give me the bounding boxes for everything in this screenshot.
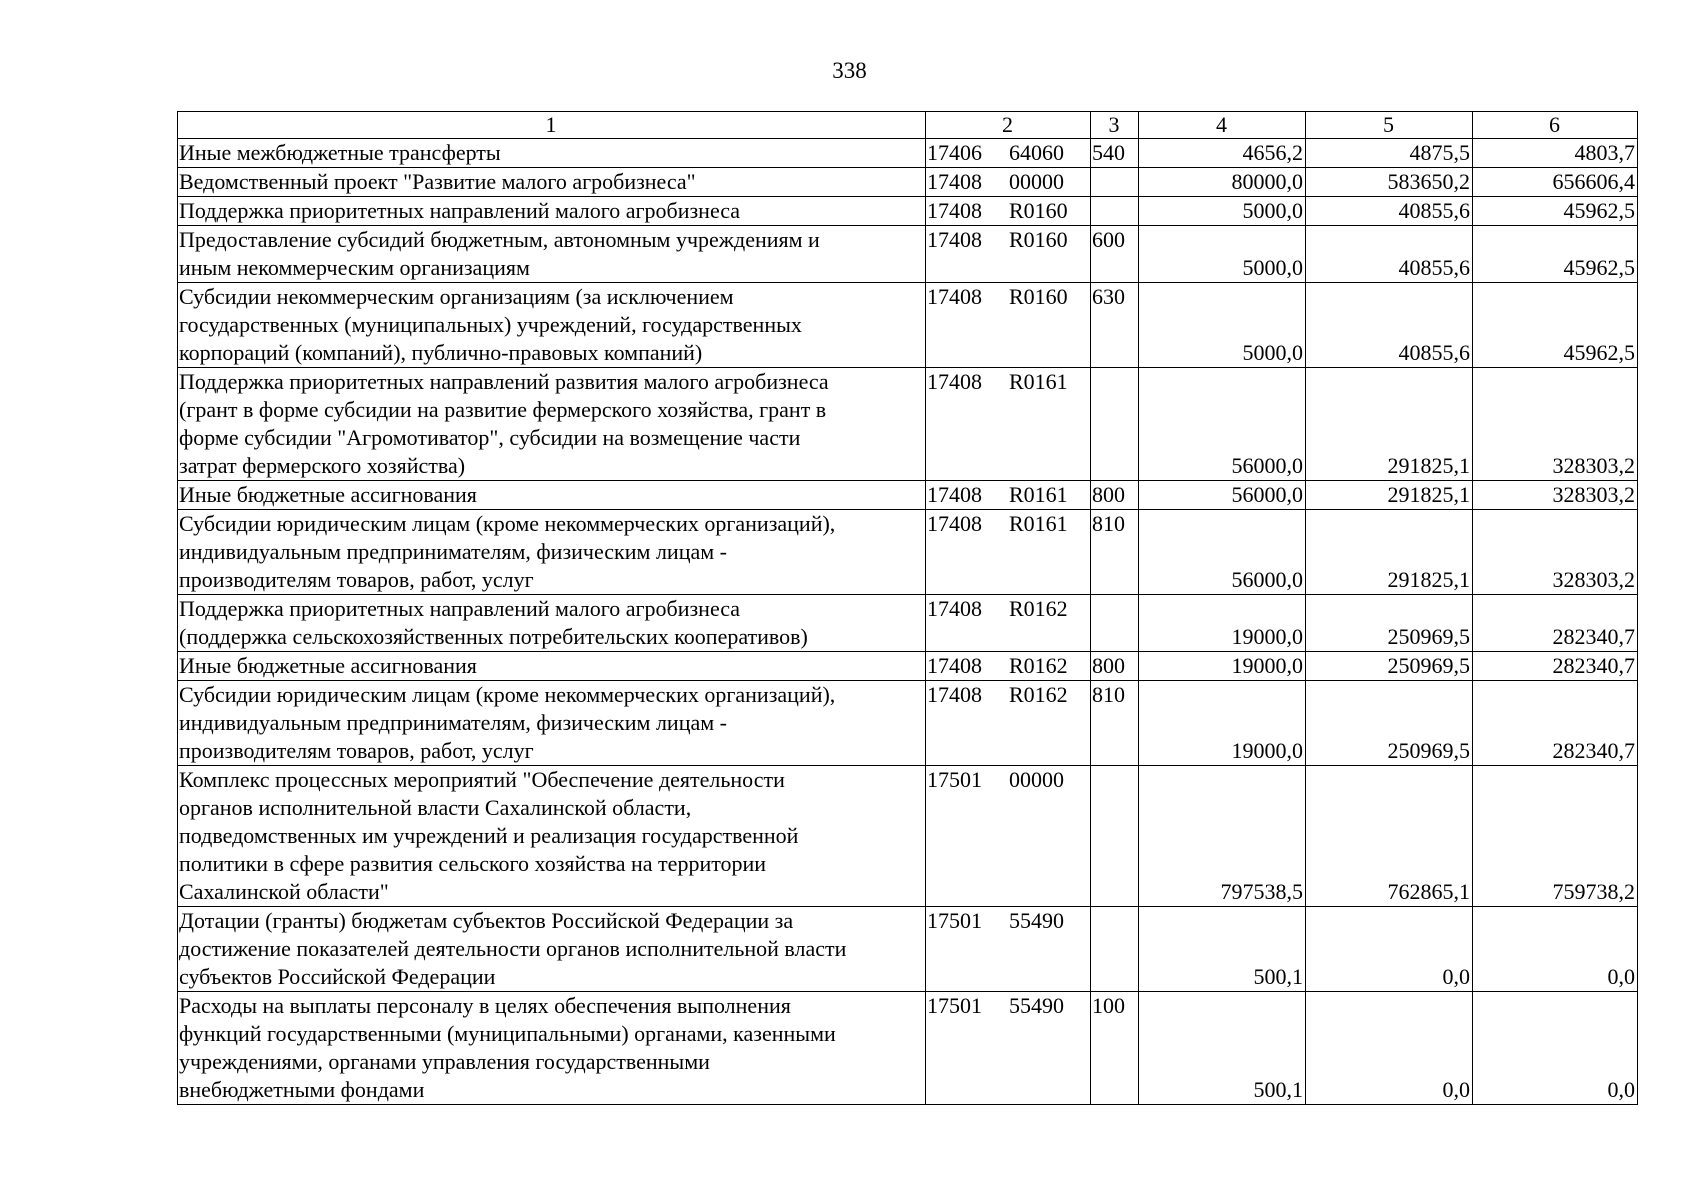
target-code-program: 17408 bbox=[927, 653, 982, 678]
row-value-col6: 656606,4 bbox=[1473, 168, 1638, 197]
target-code-program: 17406 bbox=[927, 140, 982, 165]
target-code-direction: R0161 bbox=[1009, 369, 1068, 394]
row-name: Дотации (гранты) бюджетам субъектов Российской Федерации за достижение показателей деятельности органов исполнительной власти субъектов Российской Федерации bbox=[178, 907, 926, 992]
row-value-col5: 40855,6 bbox=[1306, 283, 1473, 368]
target-code-direction: 64060 bbox=[1009, 140, 1064, 165]
row-value-col5: 40855,6 bbox=[1306, 226, 1473, 283]
row-value-col4: 19000,0 bbox=[1139, 595, 1306, 652]
row-value-col4: 56000,0 bbox=[1139, 510, 1306, 595]
table-row bbox=[178, 907, 1638, 992]
table-row bbox=[178, 595, 1638, 652]
table-row bbox=[178, 766, 1638, 907]
header-cell-2: 2 bbox=[926, 112, 1091, 139]
header-row bbox=[178, 112, 1638, 139]
row-expense-type bbox=[1091, 368, 1139, 481]
row-expense-type: 800 bbox=[1091, 481, 1139, 510]
row-value-col5: 291825,1 bbox=[1306, 481, 1473, 510]
row-value-col6: 45962,5 bbox=[1473, 283, 1638, 368]
target-code-program: 17408 bbox=[927, 198, 982, 223]
row-value-col6: 328303,2 bbox=[1473, 481, 1638, 510]
row-name: Поддержка приоритетных направлений малого агробизнеса bbox=[178, 197, 926, 226]
row-value-col4: 5000,0 bbox=[1139, 226, 1306, 283]
target-code-direction: R0161 bbox=[1009, 511, 1068, 536]
row-expense-type: 800 bbox=[1091, 652, 1139, 681]
row-expense-type bbox=[1091, 907, 1139, 992]
row-value-col4: 797538,5 bbox=[1139, 766, 1306, 907]
row-value-col6: 45962,5 bbox=[1473, 197, 1638, 226]
row-value-col5: 40855,6 bbox=[1306, 197, 1473, 226]
row-name: Предоставление субсидий бюджетным, автономным учреждениям и иным некоммерческим организациям bbox=[178, 226, 926, 283]
table-body bbox=[178, 112, 1638, 1105]
row-value-col6: 759738,2 bbox=[1473, 766, 1638, 907]
table-row bbox=[178, 283, 1638, 368]
row-value-col4: 5000,0 bbox=[1139, 283, 1306, 368]
row-value-col6: 328303,2 bbox=[1473, 510, 1638, 595]
row-value-col4: 500,1 bbox=[1139, 907, 1306, 992]
row-target-code bbox=[926, 681, 1091, 766]
row-value-col4: 19000,0 bbox=[1139, 652, 1306, 681]
row-name: Субсидии юридическим лицам (кроме некоммерческих организаций), индивидуальным предпринимателям, физическим лицам - производителям товаров, работ, услуг bbox=[178, 510, 926, 595]
target-code-program: 17408 bbox=[927, 227, 982, 252]
row-name: Иные бюджетные ассигнования bbox=[178, 652, 926, 681]
row-target-code bbox=[926, 481, 1091, 510]
row-name: Субсидии некоммерческим организациям (за исключением государственных (муниципальных) учреждений, государственных корпораций (компаний), публично-правовых компаний) bbox=[178, 283, 926, 368]
target-code-direction: R0160 bbox=[1009, 198, 1068, 223]
row-expense-type bbox=[1091, 197, 1139, 226]
row-value-col6: 0,0 bbox=[1473, 992, 1638, 1105]
row-expense-type bbox=[1091, 168, 1139, 197]
row-target-code bbox=[926, 197, 1091, 226]
row-value-col5: 762865,1 bbox=[1306, 766, 1473, 907]
row-expense-type: 540 bbox=[1091, 139, 1139, 168]
target-code-program: 17408 bbox=[927, 369, 982, 394]
row-value-col4: 5000,0 bbox=[1139, 197, 1306, 226]
row-value-col6: 45962,5 bbox=[1473, 226, 1638, 283]
header-cell-5: 5 bbox=[1306, 112, 1473, 139]
target-code-program: 17501 bbox=[927, 767, 982, 792]
row-value-col5: 4875,5 bbox=[1306, 139, 1473, 168]
row-value-col5: 0,0 bbox=[1306, 992, 1473, 1105]
row-target-code bbox=[926, 139, 1091, 168]
target-code-program: 17408 bbox=[927, 596, 982, 621]
table-row bbox=[178, 681, 1638, 766]
table-row bbox=[178, 992, 1638, 1105]
target-code-direction: 00000 bbox=[1009, 169, 1064, 194]
row-value-col4: 19000,0 bbox=[1139, 681, 1306, 766]
row-target-code bbox=[926, 283, 1091, 368]
table-row bbox=[178, 226, 1638, 283]
row-name: Ведомственный проект "Развитие малого агробизнеса" bbox=[178, 168, 926, 197]
row-value-col5: 250969,5 bbox=[1306, 652, 1473, 681]
page-number: 338 bbox=[832, 58, 867, 83]
row-expense-type bbox=[1091, 766, 1139, 907]
target-code-program: 17408 bbox=[927, 682, 982, 707]
row-name: Поддержка приоритетных направлений малого агробизнеса (поддержка сельскохозяйственных потребительских кооперативов) bbox=[178, 595, 926, 652]
row-target-code bbox=[926, 168, 1091, 197]
row-name: Расходы на выплаты персоналу в целях обеспечения выполнения функций государственными (муниципальными) органами, казенными учреждениями, органами управления государственными внебюджетными фондами bbox=[178, 992, 926, 1105]
row-target-code bbox=[926, 907, 1091, 992]
row-value-col5: 250969,5 bbox=[1306, 595, 1473, 652]
target-code-direction: R0161 bbox=[1009, 482, 1068, 507]
header-cell-6: 6 bbox=[1473, 112, 1638, 139]
row-target-code bbox=[926, 766, 1091, 907]
row-expense-type: 630 bbox=[1091, 283, 1139, 368]
row-value-col6: 282340,7 bbox=[1473, 595, 1638, 652]
row-target-code bbox=[926, 226, 1091, 283]
table-row bbox=[178, 168, 1638, 197]
table-row bbox=[178, 139, 1638, 168]
row-name: Иные межбюджетные трансферты bbox=[178, 139, 926, 168]
row-target-code bbox=[926, 595, 1091, 652]
row-value-col5: 291825,1 bbox=[1306, 510, 1473, 595]
row-expense-type: 600 bbox=[1091, 226, 1139, 283]
row-value-col5: 250969,5 bbox=[1306, 681, 1473, 766]
row-name: Субсидии юридическим лицам (кроме некоммерческих организаций), индивидуальным предпринимателям, физическим лицам - производителям товаров, работ, услуг bbox=[178, 681, 926, 766]
target-code-direction: 55490 bbox=[1009, 993, 1064, 1018]
row-value-col6: 328303,2 bbox=[1473, 368, 1638, 481]
row-expense-type: 810 bbox=[1091, 510, 1139, 595]
row-value-col4: 56000,0 bbox=[1139, 368, 1306, 481]
table-row bbox=[178, 510, 1638, 595]
row-name: Поддержка приоритетных направлений развития малого агробизнеса (грант в форме субсидии на развитие фермерского хозяйства, грант в форме субсидии "Агромотиватор", субсидии на возмещение части затрат фермерского хозяйства) bbox=[178, 368, 926, 481]
row-value-col6: 282340,7 bbox=[1473, 652, 1638, 681]
row-name: Иные бюджетные ассигнования bbox=[178, 481, 926, 510]
target-code-direction: R0162 bbox=[1009, 682, 1068, 707]
row-value-col6: 282340,7 bbox=[1473, 681, 1638, 766]
target-code-program: 17408 bbox=[927, 482, 982, 507]
header-cell-1: 1 bbox=[178, 112, 926, 139]
target-code-program: 17408 bbox=[927, 284, 982, 309]
header-cell-3: 3 bbox=[1091, 112, 1139, 139]
row-value-col4: 500,1 bbox=[1139, 992, 1306, 1105]
row-expense-type: 100 bbox=[1091, 992, 1139, 1105]
target-code-direction: R0160 bbox=[1009, 227, 1068, 252]
table-row bbox=[178, 368, 1638, 481]
row-value-col4: 80000,0 bbox=[1139, 168, 1306, 197]
target-code-program: 17408 bbox=[927, 169, 982, 194]
table-row bbox=[178, 481, 1638, 510]
row-value-col4: 56000,0 bbox=[1139, 481, 1306, 510]
target-code-direction: R0162 bbox=[1009, 653, 1068, 678]
target-code-direction: 55490 bbox=[1009, 908, 1064, 933]
target-code-direction: R0162 bbox=[1009, 596, 1068, 621]
table-row bbox=[178, 197, 1638, 226]
target-code-program: 17501 bbox=[927, 908, 982, 933]
row-target-code bbox=[926, 652, 1091, 681]
target-code-program: 17408 bbox=[927, 511, 982, 536]
row-name: Комплекс процессных мероприятий "Обеспечение деятельности органов исполнительной власти Сахалинской области, подведомственных им учреждений и реализация государственной политики в сфере развития сельского хозяйства на территории Сахалинской области" bbox=[178, 766, 926, 907]
row-value-col5: 291825,1 bbox=[1306, 368, 1473, 481]
target-code-direction: R0160 bbox=[1009, 284, 1068, 309]
row-value-col6: 4803,7 bbox=[1473, 139, 1638, 168]
row-expense-type: 810 bbox=[1091, 681, 1139, 766]
row-value-col4: 4656,2 bbox=[1139, 139, 1306, 168]
table-row bbox=[178, 652, 1638, 681]
row-target-code bbox=[926, 510, 1091, 595]
budget-table bbox=[177, 111, 1638, 1105]
row-expense-type bbox=[1091, 595, 1139, 652]
row-target-code bbox=[926, 368, 1091, 481]
target-code-direction: 00000 bbox=[1009, 767, 1064, 792]
row-value-col6: 0,0 bbox=[1473, 907, 1638, 992]
header-cell-4: 4 bbox=[1139, 112, 1306, 139]
target-code-program: 17501 bbox=[927, 993, 982, 1018]
row-target-code bbox=[926, 992, 1091, 1105]
row-value-col5: 0,0 bbox=[1306, 907, 1473, 992]
row-value-col5: 583650,2 bbox=[1306, 168, 1473, 197]
